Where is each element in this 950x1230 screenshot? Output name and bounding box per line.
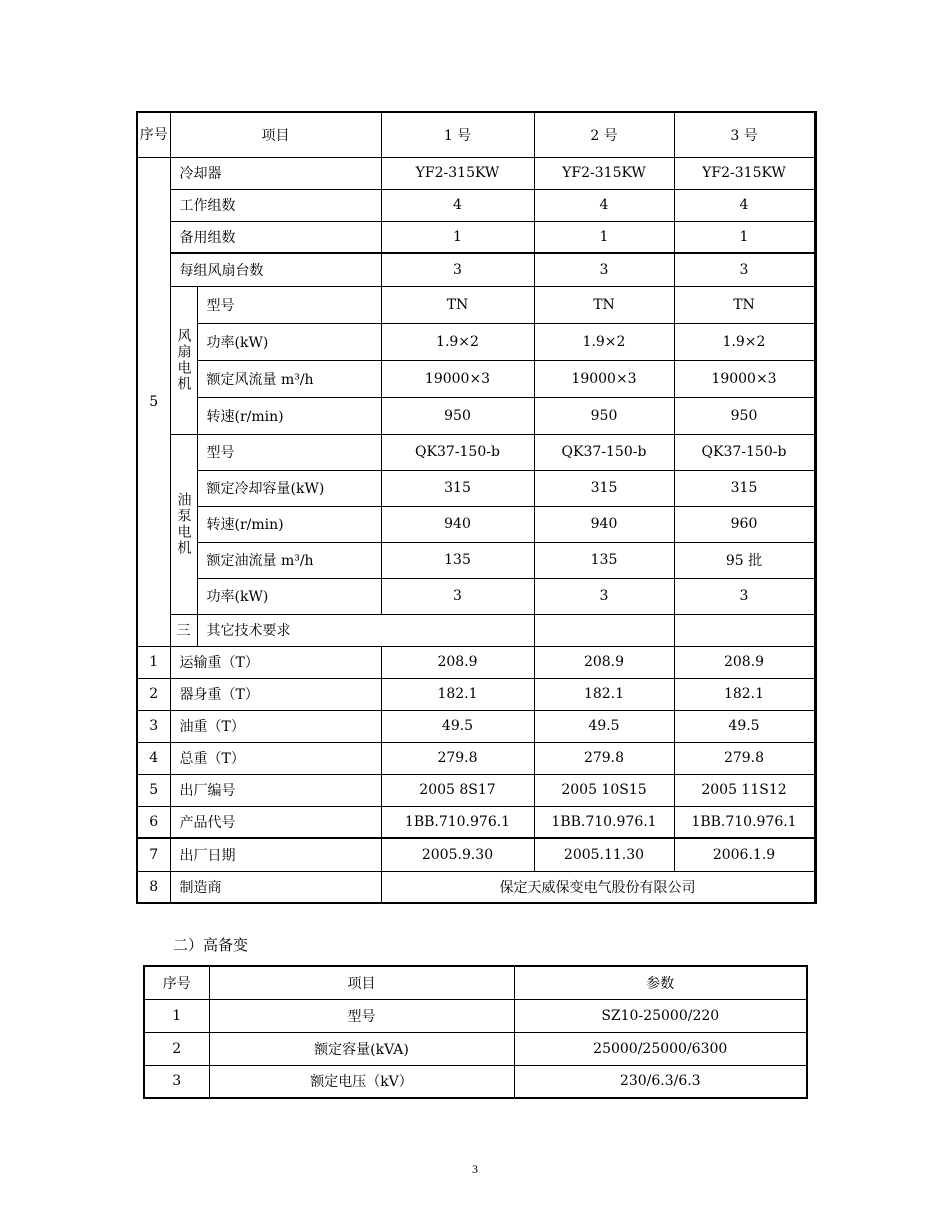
cell: 1.9×2	[381, 323, 534, 360]
row-label: 转速(r/min)	[197, 397, 381, 434]
row-seq: 1	[137, 646, 170, 678]
pump-motor-group-label: 油泵电机	[170, 434, 197, 614]
cell: 3	[674, 578, 814, 614]
cell: 208.9	[534, 646, 674, 678]
row-label: 功率(kW)	[197, 323, 381, 360]
row-label: 出厂编号	[170, 774, 381, 806]
row-item: 型号	[209, 999, 514, 1032]
row-label: 制造商	[170, 871, 381, 903]
header-param: 参数	[514, 966, 807, 999]
cell: TN	[381, 286, 534, 323]
section-title: 二）高备变	[173, 936, 249, 954]
row-item: 额定容量(kVA)	[209, 1032, 514, 1065]
cell: TN	[534, 286, 674, 323]
cell: 182.1	[381, 678, 534, 710]
cell: QK37-150-b	[674, 434, 814, 470]
cell: 950	[381, 397, 534, 434]
row-seq: 7	[137, 838, 170, 871]
page-number: 3	[472, 1162, 478, 1176]
cell: QK37-150-b	[381, 434, 534, 470]
row-label: 转速(r/min)	[197, 506, 381, 542]
row-seq: 4	[137, 742, 170, 774]
cell: 208.9	[381, 646, 534, 678]
row-label: 型号	[197, 286, 381, 323]
cell: 2005 8S17	[381, 774, 534, 806]
cell: 182.1	[534, 678, 674, 710]
section-3-seq: 三	[170, 614, 197, 646]
cell: 208.9	[674, 646, 814, 678]
cell	[674, 614, 814, 646]
table-row	[144, 1065, 807, 1098]
cell: 279.8	[381, 742, 534, 774]
row-seq: 3	[144, 1065, 209, 1098]
cell: 4	[674, 189, 814, 221]
row-label: 额定风流量 m³/h	[197, 360, 381, 397]
table-row	[137, 774, 816, 806]
cell: 49.5	[674, 710, 814, 742]
row-param: SZ10-25000/220	[514, 999, 807, 1032]
table-row	[137, 360, 816, 397]
cell: 315	[381, 470, 534, 506]
section-3-label: 其它技术要求	[197, 614, 534, 646]
table-row	[137, 710, 816, 742]
header-unit-3: 3 号	[674, 112, 814, 157]
cell: 95 批	[674, 542, 814, 578]
manufacturer-value: 保定天威保变电气股份有限公司	[381, 871, 814, 903]
cell: 2005.9.30	[381, 838, 534, 871]
header-unit-2: 2 号	[534, 112, 674, 157]
table-row	[137, 806, 816, 838]
row-label: 产品代号	[170, 806, 381, 838]
row-label: 额定油流量 m³/h	[197, 542, 381, 578]
table-row	[144, 999, 807, 1032]
table-row	[137, 434, 816, 470]
table-row	[137, 286, 816, 323]
row-seq: 6	[137, 806, 170, 838]
header-item: 项目	[170, 112, 381, 157]
table-header-row	[144, 966, 807, 999]
section-5-seq: 5	[137, 157, 170, 646]
cell: YF2-315KW	[381, 157, 534, 189]
row-seq: 3	[137, 710, 170, 742]
table-row	[137, 323, 816, 360]
cell: 279.8	[534, 742, 674, 774]
header-item: 项目	[209, 966, 514, 999]
cell: 1.9×2	[534, 323, 674, 360]
cell: 19000×3	[534, 360, 674, 397]
row-label: 型号	[197, 434, 381, 470]
cell: 2005 11S12	[674, 774, 814, 806]
row-seq: 8	[137, 871, 170, 903]
cell: 2005 10S15	[534, 774, 674, 806]
cell: 19000×3	[674, 360, 814, 397]
table-row	[137, 578, 816, 614]
header-seq: 序号	[144, 966, 209, 999]
cell: 1	[534, 221, 674, 253]
cell: 315	[674, 470, 814, 506]
header-seq: 序号	[137, 112, 170, 157]
row-label: 冷却器	[170, 157, 381, 189]
cell: 3	[534, 578, 674, 614]
standby-transformer-table	[143, 965, 808, 1099]
table-row	[137, 646, 816, 678]
cell: 950	[534, 397, 674, 434]
cell: 49.5	[381, 710, 534, 742]
cell: 1.9×2	[674, 323, 814, 360]
table-row	[144, 1032, 807, 1065]
cell: 2006.1.9	[674, 838, 814, 871]
cell: 135	[381, 542, 534, 578]
row-label: 出厂日期	[170, 838, 381, 871]
cell: 1	[381, 221, 534, 253]
row-label: 运输重（T）	[170, 646, 381, 678]
section-row	[137, 614, 816, 646]
table-row	[137, 542, 816, 578]
row-label: 备用组数	[170, 221, 381, 253]
cell: 940	[534, 506, 674, 542]
cell: 940	[381, 506, 534, 542]
cell: 4	[381, 189, 534, 221]
cell: 3	[534, 253, 674, 286]
cell: 3	[381, 253, 534, 286]
row-label: 总重（T）	[170, 742, 381, 774]
table-row	[137, 470, 816, 506]
table-row	[137, 742, 816, 774]
cell: YF2-315KW	[674, 157, 814, 189]
cell	[534, 614, 674, 646]
cell: 3	[674, 253, 814, 286]
cell: 315	[534, 470, 674, 506]
cell: 49.5	[534, 710, 674, 742]
header-unit-1: 1 号	[381, 112, 534, 157]
table-row	[137, 678, 816, 710]
cell: 279.8	[674, 742, 814, 774]
row-param: 25000/25000/6300	[514, 1032, 807, 1065]
cell: 19000×3	[381, 360, 534, 397]
cell: 950	[674, 397, 814, 434]
row-seq: 5	[137, 774, 170, 806]
cell: YF2-315KW	[534, 157, 674, 189]
cell: 1BB.710.976.1	[534, 806, 674, 838]
cell: QK37-150-b	[534, 434, 674, 470]
cell: 1BB.710.976.1	[381, 806, 534, 838]
cell: 1	[674, 221, 814, 253]
row-seq: 1	[144, 999, 209, 1032]
cell: 2005.11.30	[534, 838, 674, 871]
row-label: 油重（T）	[170, 710, 381, 742]
table-row	[137, 397, 816, 434]
table-row	[137, 157, 816, 189]
table-row	[137, 838, 816, 871]
row-seq: 2	[137, 678, 170, 710]
transformer-spec-table	[136, 111, 817, 904]
cell: TN	[674, 286, 814, 323]
fan-motor-group-label: 风扇电机	[170, 286, 197, 434]
row-label: 工作组数	[170, 189, 381, 221]
cell: 960	[674, 506, 814, 542]
row-seq: 2	[144, 1032, 209, 1065]
cell: 182.1	[674, 678, 814, 710]
cell: 3	[381, 578, 534, 614]
table-row	[137, 253, 816, 286]
table-row	[137, 221, 816, 253]
cell: 1BB.710.976.1	[674, 806, 814, 838]
table-row	[137, 189, 816, 221]
row-label: 额定冷却容量(kW)	[197, 470, 381, 506]
row-label: 每组风扇台数	[170, 253, 381, 286]
row-param: 230/6.3/6.3	[514, 1065, 807, 1098]
table-row	[137, 871, 816, 903]
row-label: 器身重（T）	[170, 678, 381, 710]
table-row	[137, 506, 816, 542]
row-label: 功率(kW)	[197, 578, 381, 614]
cell: 4	[534, 189, 674, 221]
cell: 135	[534, 542, 674, 578]
row-item: 额定电压（kV）	[209, 1065, 514, 1098]
table-header-row	[137, 112, 816, 157]
cell	[814, 614, 816, 646]
